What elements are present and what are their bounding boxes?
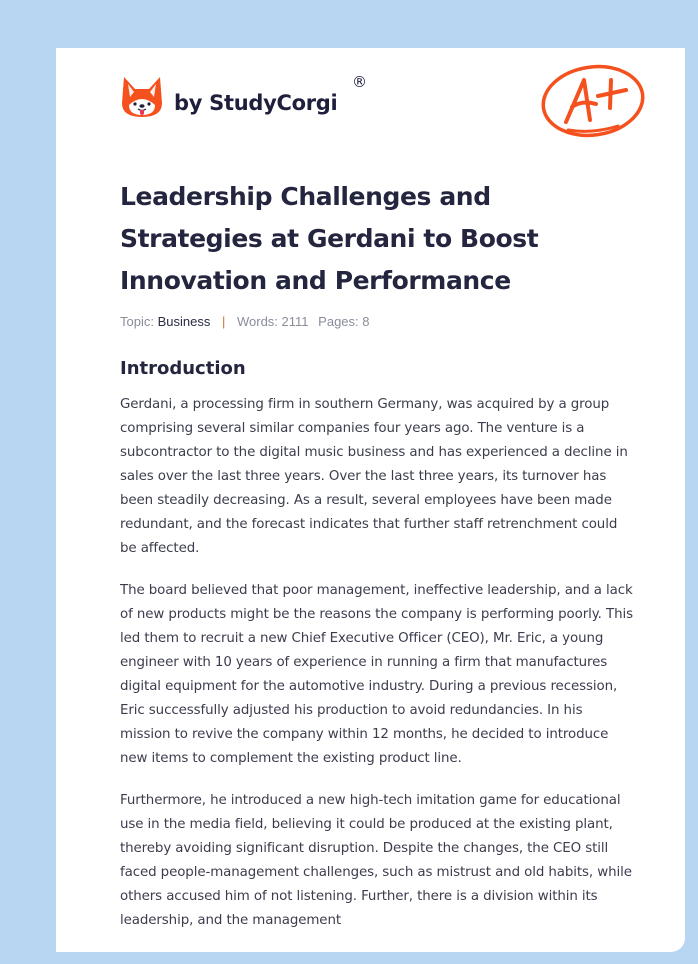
paragraph: Gerdani, a processing firm in southern Germany, was acquired by a group comprising several similar companies four years ago. The venture is a subcontractor to the digital music business and has experienced a decline in sales over the last three years. Over the last three years, its turnover has been steadily decreasing. As a result, several employees have been made redundant, and the forecast indicates that further staff retrenchment could be affected. [120, 397, 628, 556]
header [56, 48, 685, 168]
pages-label: Pages: [318, 314, 359, 329]
meta-separator: | [221, 314, 226, 329]
studycorgi-logo[interactable] [121, 73, 367, 119]
article-content [120, 176, 635, 951]
brand-name: by StudyCorgi [174, 91, 338, 115]
pages-count: 8 [362, 314, 370, 329]
article-meta [120, 312, 635, 332]
a-plus-grade-icon [538, 60, 648, 140]
words-label: Words: [236, 314, 278, 329]
words-count: 2111 [281, 314, 309, 329]
page-title: Leadership Challenges and Strategies at Gerdani to Boost Innovation and Performance [120, 182, 539, 295]
paragraph: Furthermore, he introduced a new high-tech imitation game for educational use in the media field, believing it could be produced at the existing plant, thereby avoiding significant disruption. Despite the changes, the CEO still faced people-management challenges, such as mistrust and old habits, while others accused him of not listening. Further, there is a division within its leadership, and the management [120, 793, 632, 928]
paragraph: The board believed that poor management, ineffective leadership, and a lack of new products might be the reasons the company is performing poorly. This led them to recruit a new Chief Executive Officer (CEO), Mr. Eric, a young engineer with 10 years of experience in running a firm that manufactures digital equipment for the automotive industry. During a previous recession, Eric successfully adjusted his production to avoid redundancies. In his mission to revive the company within 12 months, he decided to introduce new items to complement the existing product line. [120, 583, 633, 766]
corgi-icon [121, 75, 163, 119]
document-card [56, 48, 685, 952]
section-heading-introduction: Introduction [120, 358, 246, 379]
topic-link[interactable]: Business [157, 314, 211, 329]
topic-label: Topic: [120, 314, 154, 329]
registered-mark: ® [352, 73, 367, 91]
